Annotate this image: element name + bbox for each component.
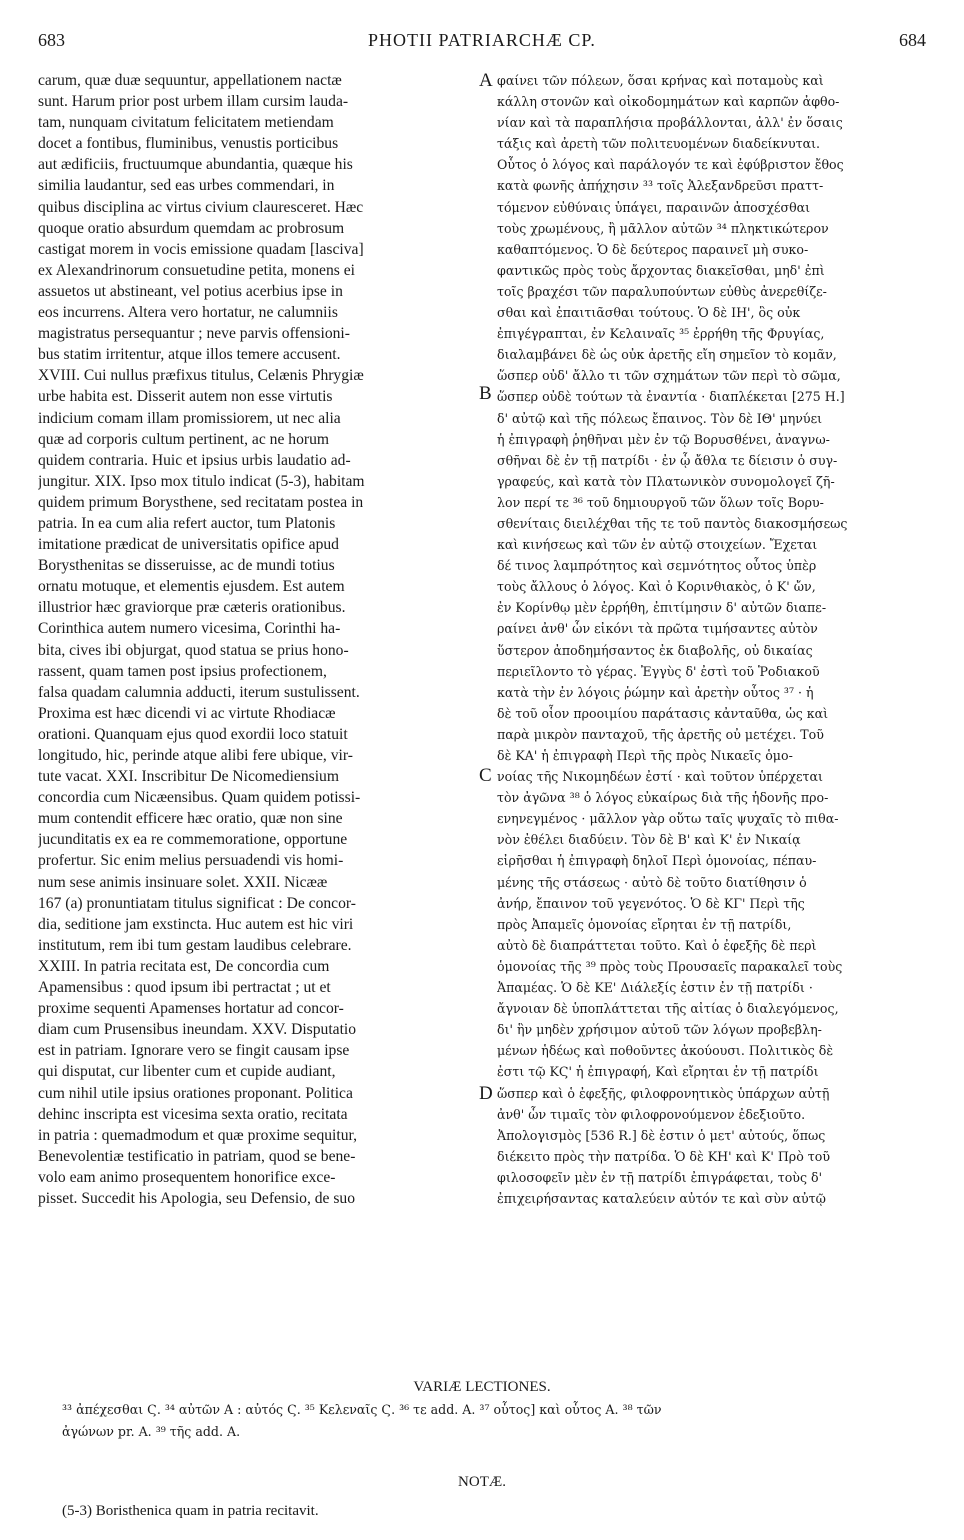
text-line: carum, quæ duæ sequuntur, appellationem nactæ [38,72,342,89]
text-line: φαίνει τῶν πόλεων, ὅσαι κρήνας καὶ ποταμοὺς καὶ [497,73,824,88]
variae-lectiones-title: VARIÆ LECTIONES. [413,1379,551,1395]
text-line: σθενίταις διειλέχθαι τῆς τε τοῦ παντὸς διακοσμήσεως [497,515,848,531]
text-line: quibus disciplina ac virtus civium clauresceret. Hæc [38,198,364,216]
text-line: castigat morem in vocis emissione quadam [lasciva] [38,240,364,258]
text-line: ενηνεγμένος · μᾶλλον γὰρ οὕτω ταῖς ψυχαῖς τὸ πιθα- [497,811,839,827]
text-line: νίαν καὶ τὰ παραπλήσια προβάλλονται, ἀλλ' ἐν ὅσαις [497,115,843,131]
text-line: quidem primum Borysthene, sed recitatam postea in [38,493,364,511]
text-line: tute vacat. XXI. Inscribitur De Nicomediensium [38,768,339,786]
text-line: ἡ ἐπιγραφὴ ῥηθῆναι μὲν ἐν τῷ Βορυσθένει, ἀναγνω- [497,431,830,447]
text-line: quoque oratio absurdum quemdam ac probrosum [38,219,345,237]
text-line: dia, seditione jam exstincta. Huc autem est hic viri [38,915,354,933]
text-line: ornatu motuque, et elementis ejusdem. Est autem [38,578,345,596]
text-line: docet a fontibus, fluminibus, venustis porticibus [38,135,339,153]
margin-letter-a: A [479,70,493,91]
text-line: Benevolentiæ testificatio in patriam, quod se bene- [38,1147,356,1165]
text-line: XVIII. Cui nullus præfixus titulus, Celænis Phrygiæ [38,367,364,385]
text-line: bita, cives ibi objurgat, quod statua se prius hono- [38,641,349,659]
page-number-left: 683 [38,30,65,50]
text-line: quidem contraria. Huic et ipsius urbis laudatio ad- [38,451,351,469]
text-line: pisset. Succedit his Apologia, seu Defensio, de suo [38,1189,356,1207]
text-line: σθῆναι δὲ ἐν τῇ πατρίδι · ἐν ᾧ ἄθλα τε δίεισιν ὁ συγ- [497,452,838,468]
text-line: quæ ad corporis cultum pertinent, ac ne horum [38,430,330,448]
text-line: qui disputat, cur libenter cum et cupide audiant, [38,1063,336,1081]
text-line: αὐτὸ δὲ διαπράττεται τοῦτο. Καὶ ὁ ἐφεξῆς δὲ περὶ [497,937,817,953]
text-line: sunt. Harum prior post urbem illam cursim lauda- [38,93,349,111]
text-line: ραίνει ἀνθ' ὧν εἰκόνι τὰ πρῶτα τιμήσαντες αὐτὸν [497,621,818,637]
text-line: similia laudantur, sed eas urbes commendari, in [38,177,335,195]
text-line: κατὰ τὴν ἐν λόγοις ῥώμην καὶ ἀρετὴν οὗτος ³⁷ · ἡ [497,684,814,700]
text-line: ὥσπερ οὐδὲ τούτων τὰ ἐναντία · διαπλέκεται [275 H.] [497,389,845,405]
margin-letter-b: B [479,383,492,404]
text-line: δὲ τοῦ οἷον προοιμίου παράτασις κἀνταῦθα, ὡς καὶ [497,705,829,721]
text-line: ἀνθ' ὧν τιμαῖς τὸν φιλοφρονούμενον ἐδεξιοῦτο. [497,1106,806,1122]
text-line: dehinc inscripta est vicesima sexta oratio, recitata [38,1105,348,1123]
text-line: δέ τινος λαμπρότητος καὶ σεμνότητος οὗτος ὑπὲρ [497,558,817,574]
text-line: τοὺς χρωμένους, ἢ μᾶλλον αὐτῶν ³⁴ πληκτικώτερον [497,220,829,236]
running-title: PHOTII PATRIARCHÆ CP. [368,30,596,50]
text-line: Proxima est hæc dicendi vi ac virtute Rhodiacæ [38,704,336,722]
notae-title: NOTÆ. [458,1474,506,1490]
text-line: κατὰ φωνῆς ἀπήχησιν ³³ τοῖς Ἀλεξανδρεῦσι πραττ- [497,178,824,194]
text-line: Οὗτος ὁ λόγος καὶ παράλογόν τε καὶ ἐφύβριστον ἔθος [497,157,844,173]
text-line: imitatione prædicat de universitatis opifice apud [38,536,339,554]
variae-line: ἀγώνων pr. A. ³⁹ τῆς add. A. [62,1424,241,1439]
margin-letter-c: C [479,765,492,786]
text-line: patria. In ea cum alia refert auctor, tum Platonis [38,514,336,532]
margin-letter-d: D [479,1083,493,1104]
page-number-right: 684 [899,30,926,50]
latin-column [38,70,478,1378]
text-line: illustrior hæc graviorque præ cæteris orationibus. [38,599,346,617]
text-line: mum contendit efficere hæc oratio, quæ non sine [38,810,343,828]
text-line: urbe habita est. Disserit autem non esse virtutis [38,388,333,406]
text-line: παρὰ μικρὸν πανταχοῦ, τῆς ἀρετῆς οὐ μετέχει. Τοῦ [497,726,824,742]
text-line: ὥσπερ καὶ ὁ ἐφεξῆς, φιλοφρονητικὸς ὑπάρχων αὐτῇ [497,1085,830,1101]
text-line: διαλαμβάνει δὲ ὡς οὐκ ἀρετῆς εἴη σημεῖον τὸ κομᾶν, [497,347,837,363]
text-line: διέκειτο πρὸς τὴν πατρίδα. Ὁ δὲ ΚΗ' καὶ Κ' Πρὸ τοῦ [497,1148,830,1164]
text-line: περιεῖλοντο τὸ γέρας. Ἐγγὺς δ' ἐστὶ τοῦ Ῥοδιακοῦ [497,663,820,679]
text-line: κάλλη στονῶν καὶ οἰκοδομημάτων καὶ καρπῶν ἀφθο- [497,94,840,110]
text-line: δ' αὐτῷ καὶ τῆς πόλεως ἔπαινος. Τὸν δὲ ΙΘ' μηνύει [497,410,823,426]
text-line: in patria : quemadmodum et quæ proxime sequitur, [38,1126,357,1144]
text-line: τὸν ἀγῶνα ³⁸ ὁ λόγος εὐκαίρως διὰ τῆς ἡδονῆς προ- [497,790,829,806]
text-line: ἀνήρ, ἔπαινον τοῦ γεγενότος. Ὁ δὲ ΚΓ' Περὶ τῆς [497,895,805,911]
text-line: Borysthenitas se disseruisse, ac de mundi totius [38,557,335,575]
text-line: φαντικῶς πρὸς τοὺς ἄρχοντας διακεῖσθαι, μηδ' ἐπὶ [497,262,825,278]
text-line: καὶ κινήσεως καὶ τῶν ἐν αὐτῷ στοιχείων. Ἔχεται [497,537,818,553]
variae-line: ³³ ἀπέχεσθαι Ϛ. ³⁴ αὐτῶν A : αὐτός Ϛ. ³⁵ Κελεναῖς Ϛ. ³⁶ τε add. A. ³⁷ οὗτος] καὶ οὗτος A. ³⁸ τῶν [62,1402,662,1417]
text-line: num sese animis insinuare solet. XXII. Nicææ [38,873,328,891]
text-line: πρὸς Ἀπαμεῖς ὁμονοίας εἴρηται ἐν τῇ πατρίδι, [497,916,792,932]
text-line: institutum, rem ibi tum gestam laudibus celebrare. [38,936,352,954]
greek-column [497,70,929,1378]
text-line: μένης τῆς στάσεως · αὐτὸ δὲ τοῦτο διατίθησιν ὁ [497,874,807,890]
text-line: Corinthica autem numero vicesima, Corinthi ha- [38,620,341,638]
text-line: XXIII. In patria recitata est, De concordia cum [38,957,330,975]
text-line: λον περί τε ³⁶ τοῦ δημιουργοῦ τῶν ὅλων τοῖς Βορυ- [497,494,824,510]
text-line: ὥσπερ οὐδ' ἄλλο τι τῶν σχημάτων τῶν περὶ τὸ σῶμα, [497,368,841,384]
text-line: σθαι καὶ ἐπαιτιᾶσθαι τούτους. Ὁ δὲ ΙΗ', ὃς οὐκ [497,305,801,321]
text-line: indicium comam illam promissiorem, ut nec alia [38,409,341,427]
text-line: ὁμονοίας τῆς ³⁹ πρὸς τοὺς Προυσαεῖς παρακαλεῖ τοὺς [497,958,843,974]
text-line: bus statim irritentur, atque illos temere accusent. [38,346,341,364]
footnote: (5-3) Boristhenica quam in patria recitavit. [62,1503,319,1519]
text-line: δι' ἣν μηδὲν χρήσιμον αὐτοῦ τῶν λόγων προβεβλη- [497,1022,822,1038]
text-line: τοὺς ἄλλους ὁ λόγος. Καὶ ὁ Κορινθιακὸς, ὁ Κ' ὤν, [497,579,816,595]
text-line: eos incurrens. Altera vero hortatur, ne calumniis [38,304,338,322]
text-line: Ἀπολογισμὸς [536 R.] δὲ ἐστιν ὁ μετ' αὐτούς, ὅπως [497,1127,826,1143]
text-line: μένων ἡδέως καὶ ποθοῦντες ἀκούουσι. Πολιτικὸς δὲ [497,1043,834,1059]
text-line: diam cum Prusensibus ineundam. XXV. Disputatio [38,1021,357,1039]
page-header [38,30,926,60]
text-line: magistratus persequantur ; neve parvis offensioni- [38,325,350,343]
text-line: jungitur. XIX. Ipso mox titulo indicat (5-3), habitam [38,472,365,490]
text-line: δὲ ΚΑ' ἡ ἐπιγραφὴ Περὶ τῆς πρὸς Νικαεῖς ὁμο- [497,748,793,763]
text-line: γραφεύς, καὶ κατὰ τὸν Πλατωνικὸν συνομολογεῖ ζῆ- [497,473,835,489]
text-line: falsa quadam calumnia adducti, iterum sustulissent. [38,683,360,701]
text-line: ἄγνοιαν δὲ ὑποπλάττεται τῆς αἰτίας ὁ διαλεγόμενος, [497,1001,839,1017]
text-line: Ἀπαμέας. Ὁ δὲ ΚΕ' Διάλεξίς ἐστιν ἐν τῇ πατρίδι · [497,980,813,996]
text-line: volo eam animo prosequentem honorifice exce- [38,1168,336,1186]
text-line: 167 (a) pronuntiatam titulus significat : De concor- [38,894,356,912]
text-line: τοῖς βραχέσι τῶν παραλυπούντων εὐθὺς ἀνερεθίζε- [497,283,827,299]
text-line: ἐστι τῷ ΚϚ' ἡ ἐπιγραφή, Καὶ εἴρηται ἐν τῇ πατρίδι [497,1064,819,1080]
text-line: ἐπιχειρήσαντας καταλεύειν αὐτόν τε καὶ σὺν αὐτῷ [497,1190,826,1206]
text-line: τόμενον εὐθύναις ὑπάγει, παραινῶν ἀποσχέσθαι [497,199,811,215]
text-line: orationi. Quanquam ejus quod exordii loco statuit [38,725,348,743]
text-line: νοίας τῆς Νικομηδέων ἐστί · καὶ τοῦτον ὑπέρχεται [497,769,823,785]
text-line: longitudo, hic, perinde atque alibi fere ubique, vir- [38,747,353,764]
text-line: εἰρῆσθαι ἡ ἐπιγραφὴ δηλοῖ Περὶ ὁμονοίας, πέπαυ- [497,853,817,869]
text-line: cum nihil utile ipsius orationes proponant. Politica [38,1084,353,1102]
text-line: τάξις καὶ ἀρετὴ τῶν πολιτευομένων διαδείκνυται. [497,136,821,152]
text-line: φιλοσοφεῖν μὲν ἐν τῇ πατρίδι ἐπιγράφεται, τοὺς δ' [497,1169,823,1185]
text-line: tam, nunquam civitatum felicitatem metiendam [38,114,334,132]
text-line: proxime sequenti Apamenses hortatur ad concor- [38,1000,344,1018]
text-line: est in patriam. Ignorare vero se fingit causam ipse [38,1042,350,1060]
text-line: assuetos ut abstineant, vel potius acerbius ipse in [38,282,343,300]
text-line: καθαπτόμενος. Ὁ δὲ δεύτερος παραινεῖ μὴ συκο- [497,241,809,257]
text-line: Apamensibus : quod ipsum ibi pertractat ; ut et [38,979,331,997]
text-line: rassent, quam tamen post ipsius profectionem, [38,662,327,680]
text-line: profertur. Sic enim melius persuadendi vis homi- [38,852,344,870]
text-line: ὕστερον ἀποδημήσαντος ἐκ διαβολῆς, οὐ δικαίας [497,642,813,658]
text-line: jucunditatis ex ea re commemoratione, opportune [38,831,348,849]
text-line: ex Alexandrinorum consuetudine petita, monens ei [38,261,355,279]
text-line: ἐπιγέγραπται, ἐν Κελαιναῖς ³⁵ ἐρρήθη τῆς Φρυγίας, [497,326,825,342]
text-line: νὸν ἐθέλει διαδύειν. Τὸν δὲ Β' καὶ Κ' ἐν Νικαίᾳ [497,832,801,848]
text-line: ἐν Κορίνθῳ μὲν ἐρρήθη, ἐπιτίμησιν δ' αὐτῶν διαπε- [497,600,827,616]
text-line: concordia cum Nicæensibus. Quam quidem potissi- [38,789,361,807]
text-line: aut ædificiis, fructuumque abundantia, quæque his [38,156,353,174]
